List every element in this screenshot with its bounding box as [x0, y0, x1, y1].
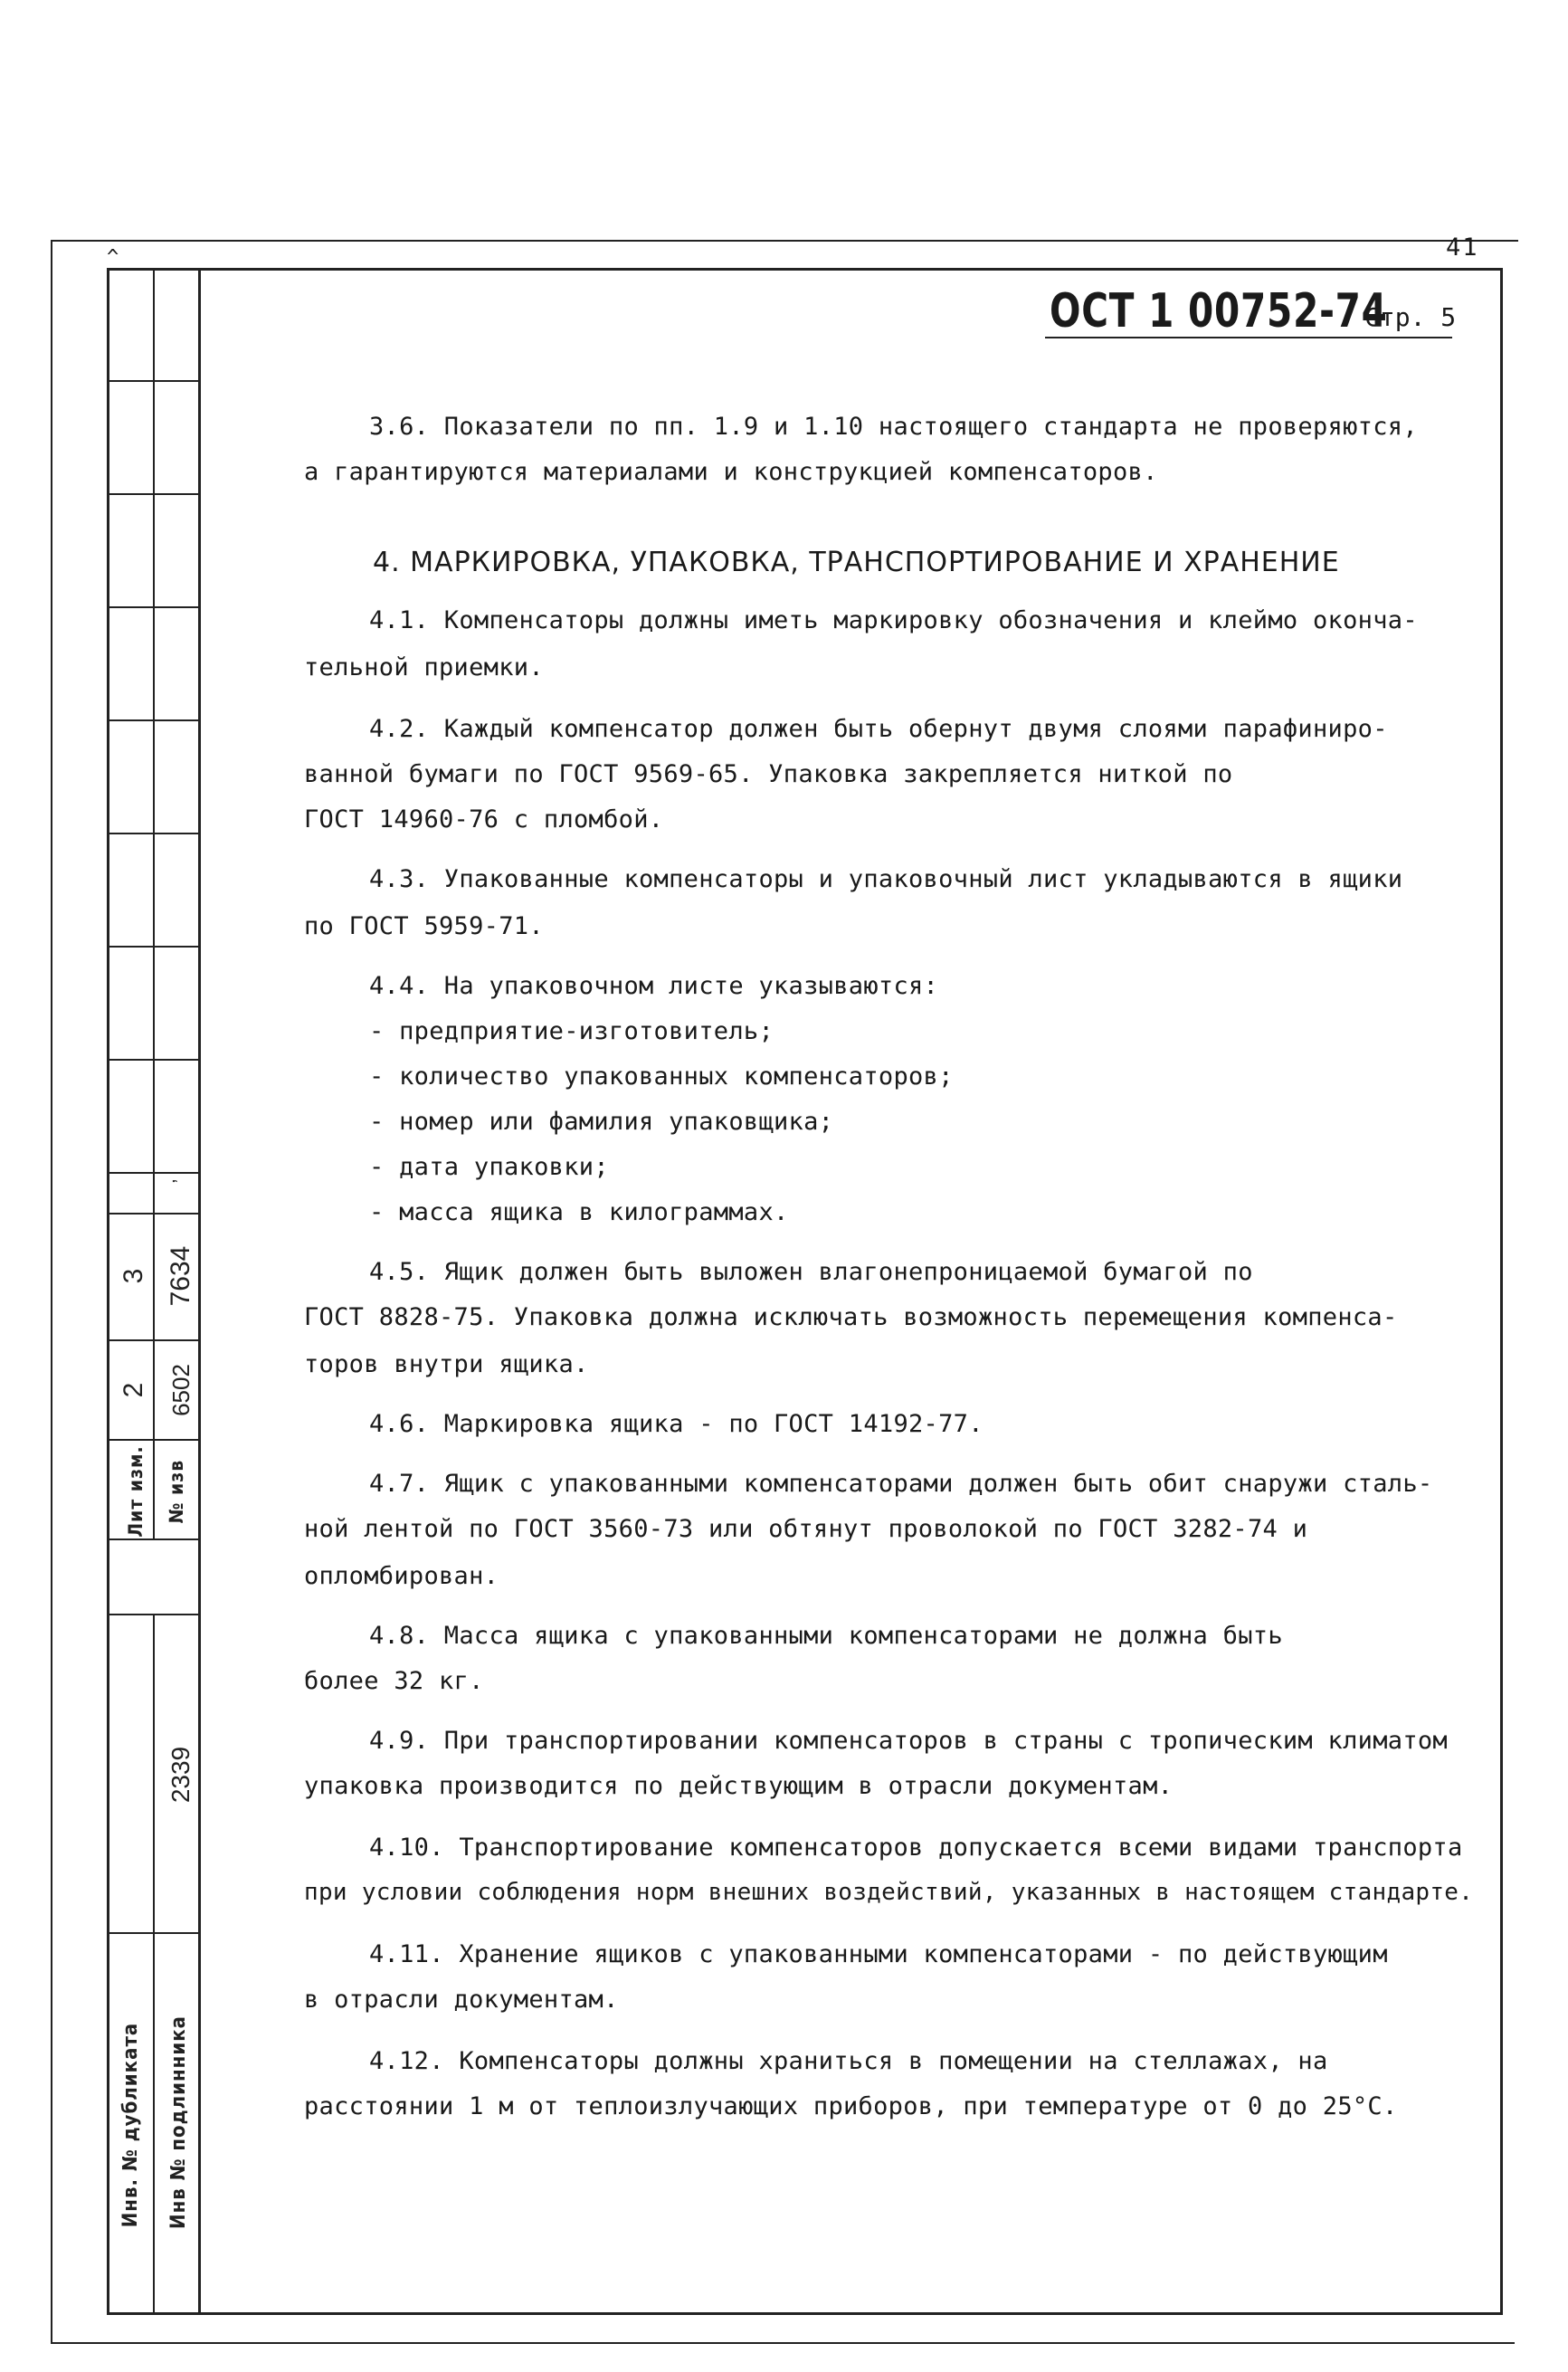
- p4-4-item3: - номер или фамилия упаковщика;: [369, 1108, 834, 1136]
- section-4-heading: 4. МАРКИРОВКА, УПАКОВКА, ТРАНСПОРТИРОВАНИЕ И ХРАНЕНИЕ: [373, 547, 1340, 578]
- strip-cell-line: [107, 1439, 200, 1441]
- strip-cell-line: [107, 380, 200, 382]
- strip-lit-label: Лит изм.: [125, 1445, 147, 1538]
- p4-4-line1: 4.4. На упаковочном листе указываются:: [369, 972, 939, 1000]
- strip-cell-line: [107, 1339, 200, 1341]
- p4-2-line3: ГОСТ 14960-76 с пломбой.: [304, 805, 664, 834]
- p4-7-line2: ной лентой по ГОСТ 3560-73 или обтянут проволокой по ГОСТ 3282-74 и: [304, 1515, 1308, 1543]
- p4-11-line1: 4.11. Хранение ящиков с упакованными компенсаторами - по действующим: [369, 1940, 1388, 1968]
- strip-cell-line: [107, 1932, 200, 1934]
- header-rule: [1045, 337, 1452, 338]
- p4-12-line2: расстоянии 1 м от теплоизлучающих приборов, при температуре от 0 до 25°С.: [304, 2092, 1398, 2120]
- p4-3-line2: по ГОСТ 5959-71.: [304, 912, 544, 940]
- p4-9-line2: упаковка производится по действующим в отрасли документам.: [304, 1772, 1174, 1800]
- strip-tick: ʼ: [169, 1178, 192, 1184]
- strip-cell-line: [107, 493, 200, 495]
- strip-cell-line: [107, 1614, 200, 1615]
- p4-7-line1: 4.7. Ящик с упакованными компенсаторами должен быть обит снаружи сталь-: [369, 1470, 1433, 1498]
- p4-3-line1: 4.3. Упакованные компенсаторы и упаковочный лист укладываются в ящики: [369, 865, 1403, 893]
- strip-right-border: [198, 268, 201, 2315]
- strip-col2-top: 2: [119, 1382, 148, 1398]
- document-code: ОСТ 1 00752-74: [1050, 284, 1388, 338]
- p4-8-line2: более 32 кг.: [304, 1667, 484, 1695]
- strip-inv-dup-label: Инв. № дубликата: [119, 2022, 142, 2228]
- p4-10-line2: при условии соблюдения норм внешних воздействий, указанных в настоящем стандарте.: [304, 1879, 1474, 1906]
- p4-11-line2: в отрасли документам.: [304, 1986, 619, 2014]
- strip-cell-line: [107, 946, 200, 948]
- strip-cell-line: [107, 833, 200, 834]
- p4-5-line3: торов внутри ящика.: [304, 1350, 589, 1378]
- corner-mark: ^: [107, 246, 119, 269]
- p4-12-line1: 4.12. Компенсаторы должны храниться в помещении на стеллажах, на: [369, 2047, 1328, 2075]
- p4-4-item1: - предприятие-изготовитель;: [369, 1017, 774, 1045]
- strip-col3-bottom: 7634: [166, 1245, 195, 1307]
- p4-8-line1: 4.8. Масса ящика с упакованными компенсаторами не должна быть: [369, 1622, 1283, 1650]
- p4-5-line1: 4.5. Ящик должен быть выложен влагонепроницаемой бумагой по: [369, 1258, 1253, 1286]
- p4-1-line2: тельной приемки.: [304, 653, 544, 681]
- strip-col2-bottom: 6502: [167, 1364, 195, 1416]
- strip-cell-line: [107, 1213, 200, 1215]
- strip-inv-orig-label: Инв № подлинника: [167, 2015, 190, 2229]
- p4-6-line1: 4.6. Маркировка ящика - по ГОСТ 14192-77.: [369, 1410, 984, 1438]
- p4-2-line2: ванной бумаги по ГОСТ 9569-65. Упаковка закрепляется ниткой по: [304, 760, 1233, 788]
- strip-no-label: № изв: [166, 1459, 187, 1524]
- p4-4-item2: - количество упакованных компенсаторов;: [369, 1062, 954, 1091]
- p4-4-item4: - дата упаковки;: [369, 1153, 609, 1181]
- page-label: Стр. 5: [1364, 302, 1457, 332]
- strip-inv-number: 2339: [166, 1746, 195, 1804]
- p4-7-line3: опломбирован.: [304, 1562, 499, 1590]
- p4-5-line2: ГОСТ 8828-75. Упаковка должна исключать возможность перемещения компенса-: [304, 1303, 1398, 1331]
- p4-4-item5: - масса ящика в килограммах.: [369, 1198, 789, 1226]
- p4-9-line1: 4.9. При транспортировании компенсаторов в страны с тропическим климатом: [369, 1727, 1448, 1755]
- strip-cell-line: [107, 1059, 200, 1061]
- p3-6-line1: 3.6. Показатели по пп. 1.9 и 1.10 настоящего стандарта не проверяются,: [369, 413, 1418, 441]
- p4-10-line1: 4.10. Транспортирование компенсаторов допускается всеми видами транспорта: [369, 1834, 1463, 1862]
- strip-column-divider: [153, 268, 155, 1538]
- strip-cell-line: [107, 606, 200, 608]
- page-number: 41: [1446, 233, 1479, 262]
- p4-1-line1: 4.1. Компенсаторы должны иметь маркировку обозначения и клеймо оконча-: [369, 606, 1418, 634]
- strip-col3-top: 3: [119, 1268, 148, 1284]
- strip-column-divider-lower: [153, 1614, 155, 2315]
- strip-cell-line: [107, 719, 200, 721]
- p4-2-line1: 4.2. Каждый компенсатор должен быть обернут двумя слоями парафиниро-: [369, 715, 1388, 743]
- p3-6-line2: а гарантируются материалами и конструкцией компенсаторов.: [304, 458, 1158, 486]
